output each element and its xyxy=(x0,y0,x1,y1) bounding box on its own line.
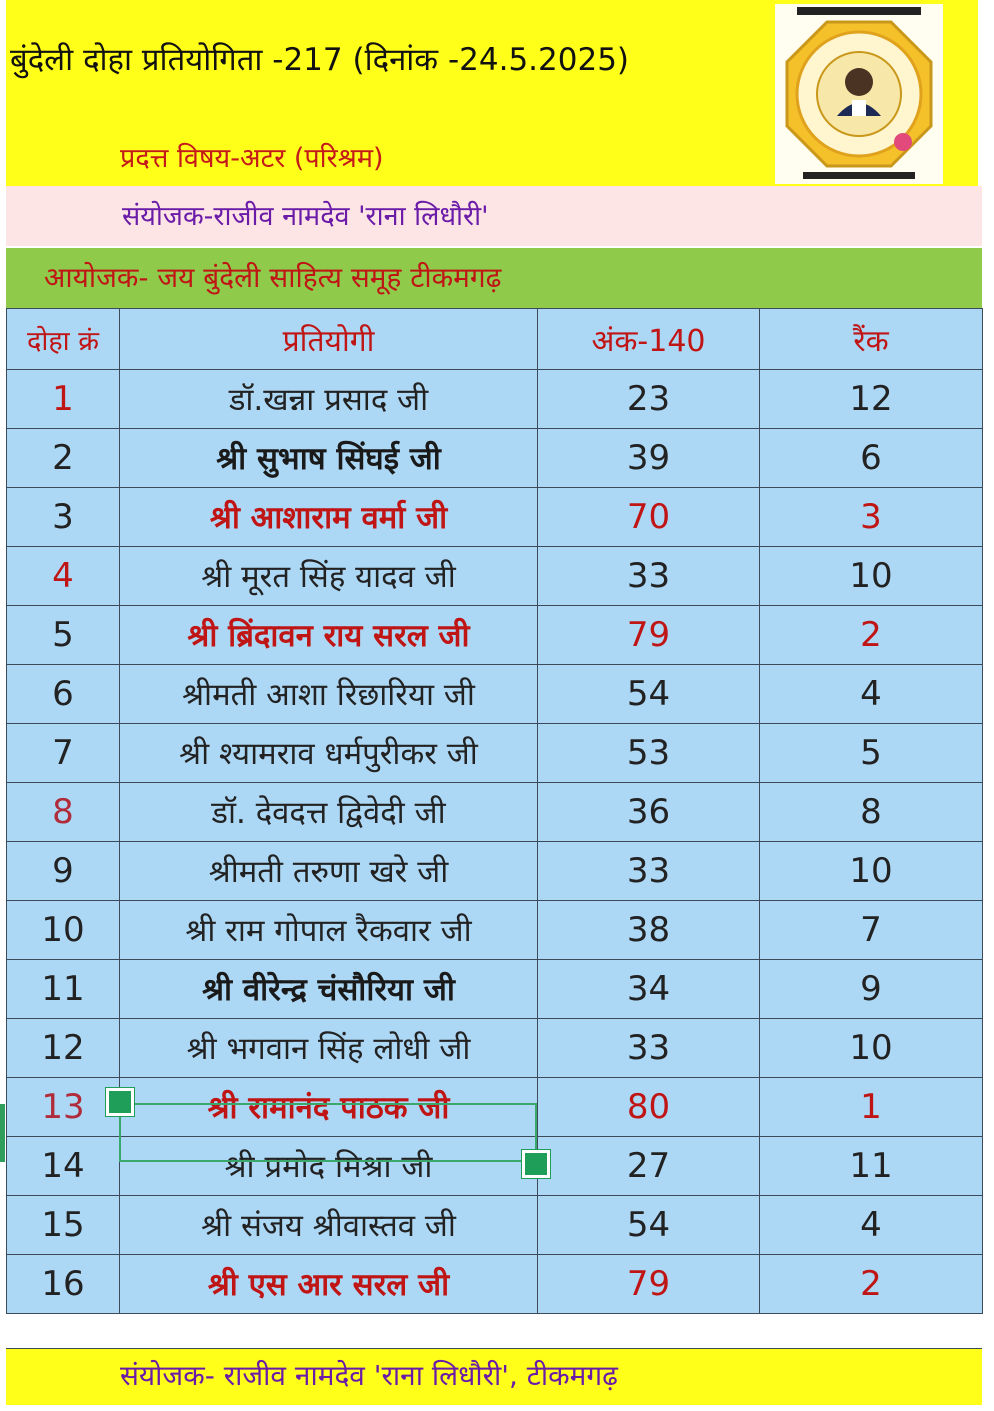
cell-rank[interactable]: 8 xyxy=(760,783,983,842)
cell-participant-name[interactable]: डॉ. देवदत्त द्विवेदी जी xyxy=(120,783,538,842)
group-seal-logo xyxy=(775,4,943,184)
organizer-text: आयोजक- जय बुंदेली साहित्य समूह टीकमगढ़ xyxy=(44,261,502,294)
table-row xyxy=(7,429,983,488)
table-row xyxy=(7,901,983,960)
cell-doha-number[interactable]: 1 xyxy=(7,370,120,429)
col-header-doha-number[interactable]: दोहा क्रं xyxy=(7,309,120,370)
cell-doha-number[interactable]: 10 xyxy=(7,901,120,960)
cell-score[interactable]: 79 xyxy=(538,1255,760,1314)
cell-rank[interactable]: 4 xyxy=(760,665,983,724)
table-row xyxy=(7,606,983,665)
cell-score[interactable]: 34 xyxy=(538,960,760,1019)
cell-participant-name[interactable]: श्री मूरत सिंह यादव जी xyxy=(120,547,538,606)
cell-participant-name[interactable]: डॉ.खन्ना प्रसाद जी xyxy=(120,370,538,429)
cell-score[interactable]: 33 xyxy=(538,842,760,901)
cell-rank[interactable]: 11 xyxy=(760,1137,983,1196)
cell-rank[interactable]: 12 xyxy=(760,370,983,429)
cell-score[interactable]: 54 xyxy=(538,665,760,724)
cell-doha-number[interactable]: 7 xyxy=(7,724,120,783)
cell-doha-number[interactable]: 6 xyxy=(7,665,120,724)
cell-rank[interactable]: 10 xyxy=(760,842,983,901)
cell-participant-name[interactable]: श्रीमती आशा रिछारिया जी xyxy=(120,665,538,724)
cell-score[interactable]: 70 xyxy=(538,488,760,547)
cell-participant-name[interactable]: श्री सुभाष सिंघई जी xyxy=(120,429,538,488)
logo-image xyxy=(775,4,943,184)
cell-participant-name[interactable]: श्री प्रमोद मिश्रा जी xyxy=(120,1137,538,1196)
cell-score[interactable]: 23 xyxy=(538,370,760,429)
cell-doha-number[interactable]: 13 xyxy=(7,1078,120,1137)
cell-doha-number[interactable]: 2 xyxy=(7,429,120,488)
coordinator-text: संयोजक-राजीव नामदेव 'राना लिधौरी' xyxy=(122,201,489,232)
cell-score[interactable]: 33 xyxy=(538,1019,760,1078)
cell-participant-name[interactable]: श्री श्यामराव धर्मपुरीकर जी xyxy=(120,724,538,783)
table-row xyxy=(7,724,983,783)
cell-score[interactable]: 38 xyxy=(538,901,760,960)
table-row xyxy=(7,488,983,547)
col-header-participant[interactable]: प्रतियोगी xyxy=(120,309,538,370)
cell-participant-name[interactable]: श्री आशाराम वर्मा जी xyxy=(120,488,538,547)
cell-rank[interactable]: 7 xyxy=(760,901,983,960)
cell-rank[interactable]: 9 xyxy=(760,960,983,1019)
footer-text: संयोजक- राजीव नामदेव 'राना लिधौरी', टीकमगढ़ xyxy=(120,1359,618,1392)
cell-participant-name[interactable]: श्री राम गोपाल रैकवार जी xyxy=(120,901,538,960)
cell-doha-number[interactable]: 8 xyxy=(7,783,120,842)
competition-title: बुंदेली दोहा प्रतियोगिता -217 (दिनांक -24.5.2025) xyxy=(10,42,630,78)
table-row xyxy=(7,665,983,724)
cell-participant-name[interactable]: श्री संजय श्रीवास्तव जी xyxy=(120,1196,538,1255)
cell-rank[interactable]: 1 xyxy=(760,1078,983,1137)
cell-rank[interactable]: 5 xyxy=(760,724,983,783)
cell-rank[interactable]: 3 xyxy=(760,488,983,547)
results-table xyxy=(6,308,983,1314)
cell-participant-name[interactable]: श्री रामानंद पाठक जी xyxy=(120,1078,538,1137)
table-row xyxy=(7,783,983,842)
table-row xyxy=(7,1255,983,1314)
cell-doha-number[interactable]: 11 xyxy=(7,960,120,1019)
cell-participant-name[interactable]: श्री वीरेन्द्र चंसौरिया जी xyxy=(120,960,538,1019)
table-row xyxy=(7,1137,983,1196)
cell-score[interactable]: 79 xyxy=(538,606,760,665)
cell-score[interactable]: 80 xyxy=(538,1078,760,1137)
table-row xyxy=(7,1019,983,1078)
cell-score[interactable]: 27 xyxy=(538,1137,760,1196)
col-header-rank[interactable]: रैंक xyxy=(760,309,983,370)
cell-participant-name[interactable]: श्रीमती तरुणा खरे जी xyxy=(120,842,538,901)
cell-rank[interactable]: 6 xyxy=(760,429,983,488)
cell-doha-number[interactable]: 12 xyxy=(7,1019,120,1078)
table-row xyxy=(7,842,983,901)
cell-participant-name[interactable]: श्री ब्रिंदावन राय सरल जी xyxy=(120,606,538,665)
cell-doha-number[interactable]: 3 xyxy=(7,488,120,547)
cell-score[interactable]: 36 xyxy=(538,783,760,842)
cell-score[interactable]: 54 xyxy=(538,1196,760,1255)
cell-participant-name[interactable]: श्री भगवान सिंह लोधी जी xyxy=(120,1019,538,1078)
cell-doha-number[interactable]: 4 xyxy=(7,547,120,606)
cell-rank[interactable]: 4 xyxy=(760,1196,983,1255)
cell-doha-number[interactable]: 5 xyxy=(7,606,120,665)
cell-doha-number[interactable]: 9 xyxy=(7,842,120,901)
col-header-score[interactable]: अंक-140 xyxy=(538,309,760,370)
table-row xyxy=(7,960,983,1019)
cell-rank[interactable]: 10 xyxy=(760,1019,983,1078)
table-row xyxy=(7,370,983,429)
table-row xyxy=(7,1078,983,1137)
selection-start-handle[interactable] xyxy=(106,1088,134,1116)
cell-participant-name[interactable]: श्री एस आर सरल जी xyxy=(120,1255,538,1314)
cell-doha-number[interactable]: 16 xyxy=(7,1255,120,1314)
cell-rank[interactable]: 2 xyxy=(760,1255,983,1314)
table-row xyxy=(7,1196,983,1255)
subject-line: प्रदत्त विषय-अटर (परिश्रम) xyxy=(120,143,384,174)
selected-row-indicator xyxy=(0,1104,5,1162)
selection-end-handle[interactable] xyxy=(522,1150,550,1178)
cell-rank[interactable]: 2 xyxy=(760,606,983,665)
cell-score[interactable]: 53 xyxy=(538,724,760,783)
cell-doha-number[interactable]: 15 xyxy=(7,1196,120,1255)
table-header-row xyxy=(7,309,983,370)
cell-rank[interactable]: 10 xyxy=(760,547,983,606)
cell-doha-number[interactable]: 14 xyxy=(7,1137,120,1196)
cell-score[interactable]: 39 xyxy=(538,429,760,488)
table-row xyxy=(7,547,983,606)
cell-score[interactable]: 33 xyxy=(538,547,760,606)
